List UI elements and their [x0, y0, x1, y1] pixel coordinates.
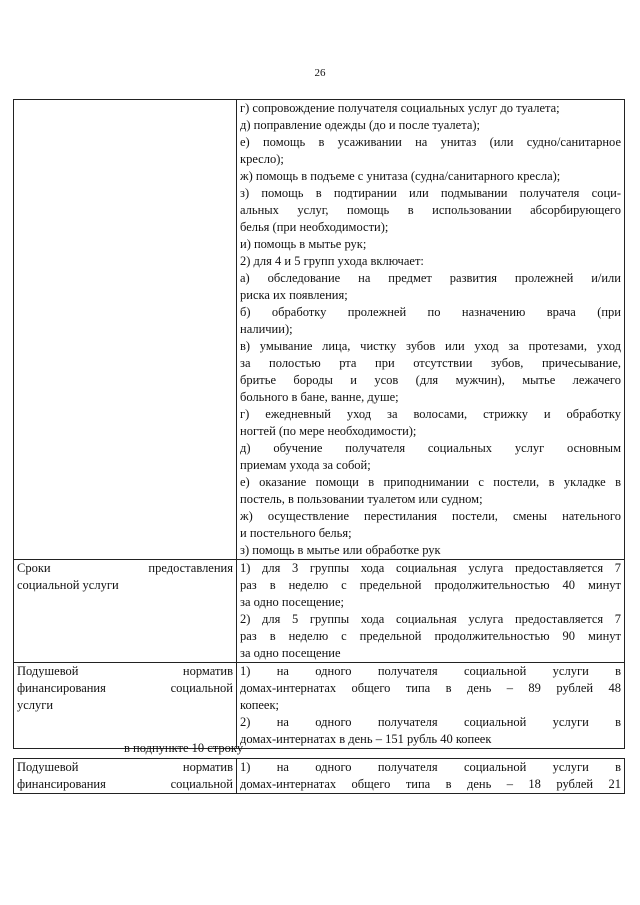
terms-value-cell [237, 560, 625, 663]
text-line: раз в неделю с предельной продолжительностью 90 минут [240, 629, 621, 643]
norm-value-cell [237, 663, 625, 749]
text-line: г) ежедневный уход за волосами, стрижку и обработку [240, 407, 621, 421]
text-line: д) обучение получателя социальных услуг основным [240, 441, 621, 455]
table-row-terms [14, 560, 625, 663]
text-line: копеек; [240, 698, 280, 712]
text-line: альных услуг, помощь в использовании абсорбирующего [240, 203, 621, 217]
text-line: домах-интернатах общего типа в день – 89 рублей 48 [240, 681, 621, 695]
text-line: Подушевой норматив [17, 664, 233, 678]
text-line: белья (при необходимости); [240, 220, 389, 234]
text-line: а) обследование на предмет развития пролежней и/или [240, 271, 621, 285]
text-line: финансирования социальной [17, 777, 233, 791]
text-line: услуги [17, 698, 54, 712]
text-line: 2) на одного получателя социальной услуги в [240, 715, 621, 729]
text-line: д) поправление одежды (до и после туалета); [240, 118, 481, 132]
text-line: за одно посещение; [240, 595, 344, 609]
services-table [13, 99, 625, 749]
text-line: бритье бороды и усов (для мужчин), мытье лежачего [240, 373, 621, 387]
text-line: и) помощь в мытье рук; [240, 237, 367, 251]
norm-label-cell [14, 759, 237, 794]
amendment-note: в подпункте 10 строку [124, 741, 244, 755]
text-line: и постельного белья; [240, 526, 352, 540]
text-line: в) умывание лица, чистку зубов или уход за протезами, уход [240, 339, 621, 353]
text-line: домах-интернатах общего типа в день – 18 рублей 21 [240, 777, 621, 791]
care-list-cell [237, 100, 625, 560]
text-line: з) помощь в подтирании или подмывании получателя соци- [240, 186, 621, 200]
text-line: больного в бане, ванне, душе; [240, 390, 399, 404]
text-line: социальной услуги [17, 578, 119, 592]
text-line: финансирования социальной [17, 681, 233, 695]
table-row-norm-new [14, 759, 625, 794]
text-line: наличии); [240, 322, 293, 336]
terms-label-cell [14, 560, 237, 663]
text-line: постель, в пользовании туалетом или судном; [240, 492, 483, 506]
row-label-empty [14, 100, 237, 560]
norm-label-cell [14, 663, 237, 749]
text-line: 2) для 4 и 5 групп ухода включает: [240, 254, 424, 268]
text-line: ногтей (по мере необходимости); [240, 424, 417, 438]
text-line: приемам ухода за собой; [240, 458, 371, 472]
text-line: б) обработку пролежней по назначению врача (при [240, 305, 621, 319]
text-line: раз в неделю с предельной продолжительностью 40 минут [240, 578, 621, 592]
text-line: е) оказание помощи в приподнимании с постели, в укладке в [240, 475, 621, 489]
text-line: кресло); [240, 152, 284, 166]
text-line: ж) осуществление перестилания постели, смены нательного [240, 509, 621, 523]
text-line: риска их появления; [240, 288, 348, 302]
text-line: 1) на одного получателя социальной услуги в [240, 760, 621, 774]
text-line: г) сопровождение получателя социальных услуг до туалета; [240, 101, 560, 115]
text-line: Сроки предоставления [17, 561, 233, 575]
page-number: 26 [314, 67, 326, 79]
text-line: Подушевой норматив [17, 760, 233, 774]
text-line: домах-интернатах в день – 151 рубль 40 копеек [240, 732, 492, 746]
table-row-care-list [14, 100, 625, 560]
text-line: ж) помощь в подъеме с унитаза (судна/санитарного кресла); [240, 169, 561, 183]
table-row-norm [14, 663, 625, 749]
text-line: е) помощь в усаживании на унитаз (или судно/санитарное [240, 135, 621, 149]
text-line: 2) для 5 группы хода социальная услуга предоставляется 7 [240, 612, 621, 626]
text-line: з) помощь в мытье или обработке рук [240, 543, 441, 557]
text-line: 1) на одного получателя социальной услуги в [240, 664, 621, 678]
text-line: 1) для 3 группы хода социальная услуга предоставляется 7 [240, 561, 621, 575]
norm-value-cell [237, 759, 625, 794]
text-line: за полостью рта при отсутствии зубов, причесывание, [240, 356, 621, 370]
text-line: за одно посещение [240, 646, 341, 660]
replacement-table [13, 758, 625, 794]
